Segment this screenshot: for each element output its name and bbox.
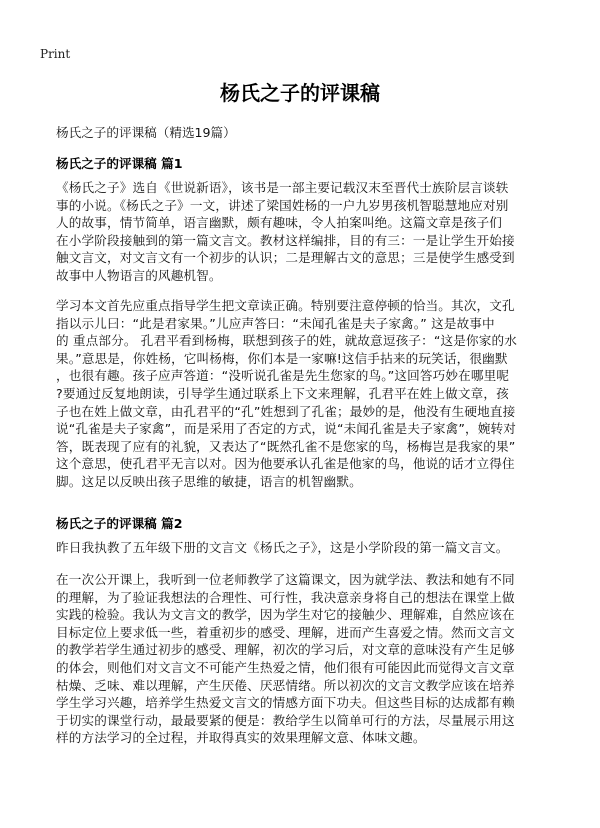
text-line: 目标定位上要求低一些，着重初步的感受、理解，进而产生喜爱之情。然而文言文 bbox=[56, 624, 515, 640]
text-line: 的体会，则他们对文言文不可能产生热爱之情，他们很有可能因此而觉得文言文章 bbox=[56, 659, 515, 675]
text-line: 在小学阶段接触到的第一篇文言文。教材这样编排，目的有三：一是让学生开始接 bbox=[56, 232, 515, 248]
section-heading-2: 杨氏之子的评课稿 篇2 bbox=[56, 516, 183, 531]
text-line: ，也很有趣。孩子应声答道：“没听说孔雀是先生您家的鸟。”这回答巧妙在哪里呢 bbox=[56, 368, 510, 384]
text-line: 学习本文首先应重点指导学生把文章读正确。特别要注意停顿的恰当。其次，文孔 bbox=[56, 298, 515, 313]
text-line: 在一次公开课上，我听到一位老师教学了这篇课文，因为就学法、教法和她有不同 bbox=[56, 572, 515, 587]
text-line: 实践的检验。我认为文言文的教学，因为学生对它的接触少、理解难，自然应该在 bbox=[56, 607, 515, 623]
section-1-paragraph-1 bbox=[56, 179, 548, 285]
text-line: 样的方法学习的全过程，并取得真实的效果理解文意、体味文趣。 bbox=[56, 730, 426, 746]
text-line: 于切实的课堂行动，最最要紧的便是：教给学生以简单可行的方法，尽量展示用这 bbox=[56, 712, 515, 728]
text-line: 故事中人物语言的风趣机智。 bbox=[56, 267, 222, 283]
text-line: 说“孔雀是夫子家禽”，而是采用了否定的方式，说“未闻孔雀是夫子家禽”，婉转对 bbox=[56, 421, 516, 437]
text-line: 触文言文，对文言文有一个初步的认识；二是理解古文的意思；三是使学生感受到 bbox=[56, 250, 515, 266]
text-line: ?要通过反复地朗读，引导学生通过联系上下文来理解，孔君平在姓上做文章，孩 bbox=[56, 385, 509, 401]
document-subtitle: 杨氏之子的评课稿（精选19篇） bbox=[56, 125, 236, 140]
text-line: 昨日我执教了五年级下册的文言文《杨氏之子》，这是小学阶段的第一篇文言文。 bbox=[56, 540, 509, 555]
section-2-paragraph-2 bbox=[56, 571, 548, 747]
text-line: 脚。这足以反映出孩子思维的敏捷，语言的机智幽默。 bbox=[56, 473, 362, 489]
print-link[interactable]: Print bbox=[40, 47, 71, 61]
text-line: 人的故事，情节简单，语言幽默，颇有趣味，令人拍案叫绝。这篇文章是孩子们 bbox=[56, 215, 503, 231]
section-2-paragraph-1 bbox=[56, 539, 548, 557]
text-line: 《杨氏之子》选自《世说新语》，该书是一部主要记载汉末至晋代士族阶层言谈轶 bbox=[56, 180, 509, 195]
text-line: 子也在姓上做文章，由孔君平的“孔”姓想到了孔雀；最妙的是，他没有生硬地直接 bbox=[56, 403, 516, 419]
text-line: 的 重点部分。 孔君平看到杨梅，联想到孩子的姓，就故意逗孩子：“这是你家的水 bbox=[56, 333, 518, 349]
text-line: 这个意思，使孔君平无言以对。因为他要承认孔雀是他家的鸟，他说的话才立得住 bbox=[56, 456, 515, 472]
page-title: 杨氏之子的评课稿 bbox=[220, 81, 380, 105]
text-line: 枯燥、乏味、难以理解，产生厌倦、厌恶情绪。所以初次的文言文教学应该在培养 bbox=[56, 677, 515, 693]
text-line: 学生学习兴趣，培养学生热爱文言文的情感方面下功夫。但这些目标的达成都有赖 bbox=[56, 695, 515, 711]
text-line: 的教学若学生通过初步的感受、理解，初次的学习后，对文章的意味没有产生足够 bbox=[56, 642, 515, 658]
text-line: 指以示儿曰：“此是君家果。”儿应声答曰：“未闻孔雀是夫子家禽。” 这是故事中 bbox=[56, 315, 495, 331]
text-line: 果。”意思是，你姓杨，它叫杨梅，你们本是一家嘛!这信手拈来的玩笑话，很幽默 bbox=[56, 350, 508, 366]
text-line: 事的小说。《杨氏之子》一文，讲述了梁国姓杨的一户九岁男孩机智聪慧地应对别 bbox=[56, 197, 509, 213]
text-line: 答，既表现了应有的礼貌，又表达了“既然孔雀不是您家的鸟，杨梅岂是我家的果” bbox=[56, 438, 516, 454]
text-line: 的理解，为了验证我想法的合理性、可行性，我决意亲身将自己的想法在课堂上做 bbox=[56, 589, 515, 605]
section-1-paragraph-2 bbox=[56, 297, 548, 491]
section-heading-1: 杨氏之子的评课稿 篇1 bbox=[56, 156, 183, 171]
